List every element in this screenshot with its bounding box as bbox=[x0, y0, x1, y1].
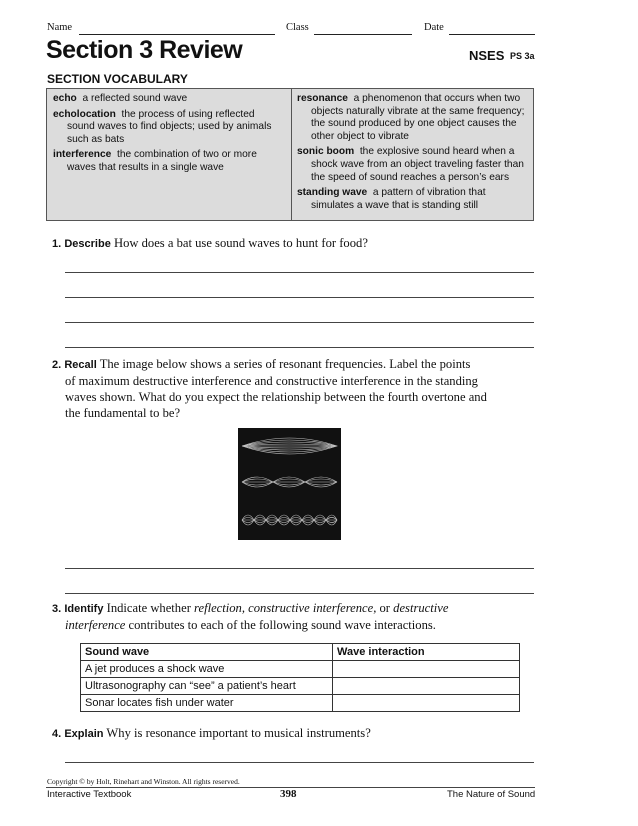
question-term: destructive bbox=[393, 601, 449, 615]
footer-book-title: Interactive Textbook bbox=[47, 789, 132, 800]
date-field[interactable] bbox=[449, 34, 535, 35]
vocabulary-box bbox=[46, 88, 534, 221]
vocab-term: sonic boom bbox=[297, 146, 355, 158]
column-header: Wave interaction bbox=[333, 644, 520, 661]
question-label: Explain bbox=[64, 728, 104, 740]
question-text: waves shown. What do you expect the relationship between the fourth overtone and bbox=[65, 390, 487, 404]
answer-line[interactable] bbox=[65, 322, 534, 323]
vocab-definition: a phenomenon that occurs when two objects naturally vibrate at the same frequency; the sound produced by one object causes the other object to vibrate bbox=[311, 93, 525, 142]
standing-waves-image bbox=[238, 428, 341, 540]
standing-waves-graphic bbox=[238, 428, 341, 540]
date-label: Date bbox=[424, 22, 444, 33]
vocab-entry bbox=[297, 187, 531, 212]
answer-line[interactable] bbox=[65, 347, 534, 348]
sound-wave-cell: A jet produces a shock wave bbox=[81, 661, 333, 678]
answer-line[interactable] bbox=[65, 593, 534, 594]
sound-wave-cell: Ultrasonography can “see” a patient’s heart bbox=[81, 678, 333, 695]
answer-line[interactable] bbox=[65, 297, 534, 298]
nses-label: NSES bbox=[469, 48, 505, 63]
vocab-entry bbox=[297, 93, 531, 143]
question-label: Recall bbox=[64, 359, 97, 371]
vocabulary-heading: SECTION VOCABULARY bbox=[47, 72, 188, 86]
answer-line[interactable] bbox=[65, 568, 534, 569]
vocab-term: resonance bbox=[297, 93, 348, 104]
table-row bbox=[81, 661, 520, 678]
vocab-definition: the process of using reflected sound waves to find objects; used by animals such as bats bbox=[67, 108, 272, 145]
class-field[interactable] bbox=[314, 34, 412, 35]
question-number: 1. bbox=[52, 238, 62, 250]
question-1 bbox=[52, 235, 538, 252]
vocab-definition: the combination of two or more waves that results in a single wave bbox=[67, 149, 257, 173]
question-term: interference bbox=[65, 618, 126, 632]
answer-line[interactable] bbox=[65, 272, 534, 273]
page-title: Section 3 Review bbox=[46, 36, 243, 64]
vocab-term: standing wave bbox=[297, 187, 368, 199]
question-text: How does a bat use sound waves to hunt for food? bbox=[113, 236, 368, 250]
question-label: Identify bbox=[64, 603, 104, 615]
wave-interaction-answer[interactable] bbox=[333, 661, 520, 678]
vocab-entry bbox=[53, 93, 285, 106]
question-number: 2. bbox=[52, 359, 62, 371]
question-2 bbox=[52, 356, 538, 421]
vocab-term: echolocation bbox=[53, 108, 116, 120]
vocab-entry bbox=[53, 109, 285, 147]
vocabulary-left-column bbox=[53, 93, 285, 178]
copyright-notice: Copyright © by Holt, Rinehart and Winston. All rights reserved. bbox=[47, 777, 240, 786]
name-label: Name bbox=[47, 22, 73, 33]
question-text: or bbox=[376, 601, 394, 615]
column-header: Sound wave bbox=[81, 644, 333, 661]
table-row bbox=[81, 678, 520, 695]
question-text: The image below shows a series of resonant frequencies. Label the points bbox=[99, 357, 471, 371]
vocab-definition: the explosive sound heard when a shock wave from an object traveling faster than the speed of sound reaches a person’s ears bbox=[311, 146, 524, 183]
question-label: Describe bbox=[64, 238, 111, 250]
question-number: 3. bbox=[52, 603, 62, 615]
question-text: contributes to each of the following sound wave interactions. bbox=[125, 618, 436, 632]
question-text: Indicate whether bbox=[106, 601, 195, 615]
vocab-definition: a pattern of vibration that simulates a wave that is standing still bbox=[311, 187, 486, 211]
class-label: Class bbox=[286, 22, 309, 33]
page-number: 398 bbox=[280, 788, 297, 800]
question-text: the fundamental to be? bbox=[65, 406, 181, 420]
question-4 bbox=[52, 725, 538, 742]
name-field[interactable] bbox=[79, 34, 275, 35]
question-term: reflection, constructive interference, bbox=[194, 601, 377, 615]
vocabulary-right-column bbox=[297, 93, 531, 215]
table-header-row bbox=[81, 644, 520, 661]
question-number: 4. bbox=[52, 728, 62, 740]
wave-interaction-answer[interactable] bbox=[333, 695, 520, 712]
wave-interaction-table bbox=[80, 643, 520, 712]
question-text: of maximum destructive interference and constructive interference in the standing bbox=[65, 374, 478, 388]
vocab-term: interference bbox=[53, 149, 112, 161]
question-text: Why is resonance important to musical instruments? bbox=[106, 726, 371, 740]
wave-interaction-answer[interactable] bbox=[333, 678, 520, 695]
sound-wave-cell: Sonar locates fish under water bbox=[81, 695, 333, 712]
vocab-entry bbox=[297, 146, 531, 184]
table-row bbox=[81, 695, 520, 712]
vocab-definition: a reflected sound wave bbox=[82, 93, 188, 104]
question-3 bbox=[52, 600, 538, 633]
standard-code: PS 3a bbox=[510, 51, 535, 61]
vocab-term: echo bbox=[53, 93, 77, 104]
answer-line[interactable] bbox=[65, 762, 534, 763]
vocabulary-divider bbox=[291, 89, 292, 220]
footer-chapter-title: The Nature of Sound bbox=[447, 789, 536, 800]
vocab-entry bbox=[53, 149, 285, 174]
